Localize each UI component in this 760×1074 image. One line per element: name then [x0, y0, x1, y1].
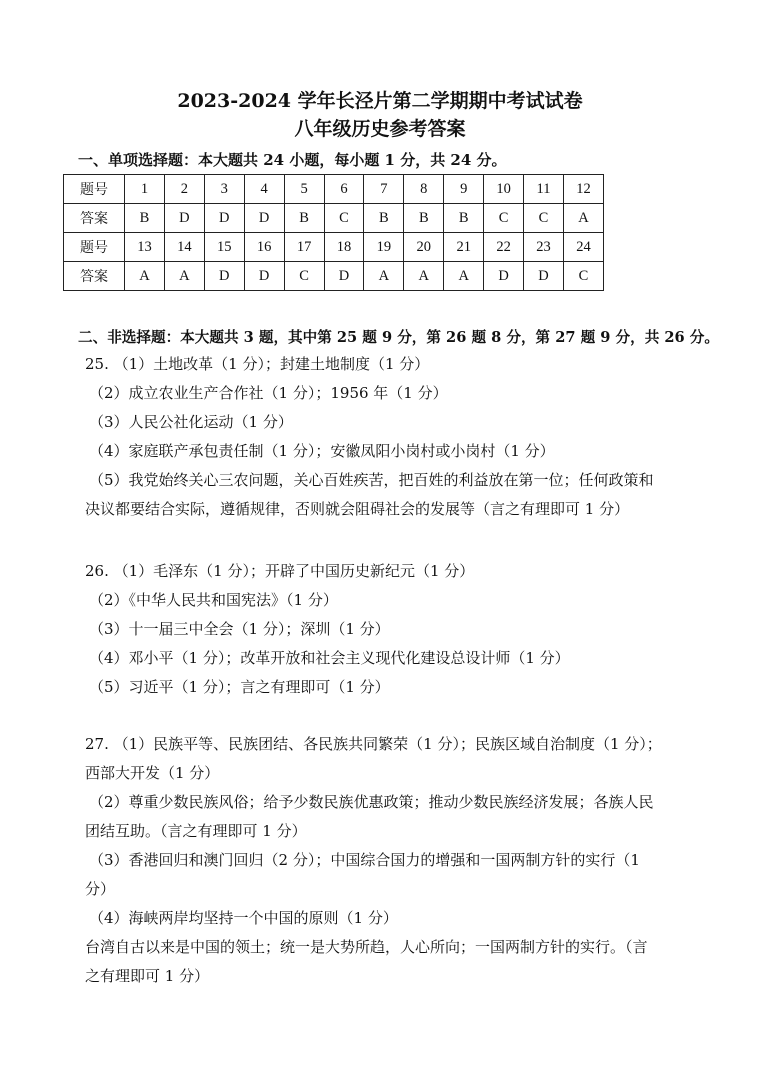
answer-cell: B — [404, 204, 444, 233]
answer-cell: A — [563, 204, 603, 233]
question-number-cell: 9 — [444, 175, 484, 204]
document-subtitle: 八年级历史参考答案 — [294, 118, 466, 140]
answer-cell: D — [164, 204, 204, 233]
answer-line: （2）《中华人民共和国宪法》（1 分） — [89, 591, 338, 609]
answer-cell: D — [244, 204, 284, 233]
row-label-question: 题号 — [64, 175, 125, 204]
answer-line: （4）海峡两岸均坚持一个中国的原则（1 分） — [89, 909, 398, 927]
answer-cell: D — [484, 262, 524, 291]
answer-cell: A — [364, 262, 404, 291]
answer-cell: C — [484, 204, 524, 233]
question-number-cell: 12 — [563, 175, 603, 204]
question-number-cell: 22 — [484, 233, 524, 262]
table-row — [64, 204, 604, 233]
answer-cell: A — [125, 262, 165, 291]
answer-cell: B — [444, 204, 484, 233]
answer-line: 西部大开发（1 分） — [85, 764, 220, 782]
question-number-cell: 23 — [524, 233, 564, 262]
question-number-cell: 24 — [563, 233, 603, 262]
question-number-cell: 3 — [204, 175, 244, 204]
question-number-cell: 7 — [364, 175, 404, 204]
answer-cell: D — [524, 262, 564, 291]
answer-line: （4）家庭联产承包责任制（1 分）；安徽凤阳小岗村或小岗村（1 分） — [89, 442, 555, 460]
answer-line: （3）十一届三中全会（1 分）；深圳（1 分） — [89, 620, 390, 638]
answer-line: （4）邓小平（1 分）；改革开放和社会主义现代化建设总设计师（1 分） — [89, 649, 570, 667]
answer-cell: C — [284, 262, 324, 291]
question-number-cell: 17 — [284, 233, 324, 262]
answer-cell: A — [404, 262, 444, 291]
answer-line: （2）成立农业生产合作社（1 分）；1956 年（1 分） — [89, 384, 448, 402]
question-number-cell: 14 — [164, 233, 204, 262]
question-number-cell: 8 — [404, 175, 444, 204]
table-row — [64, 233, 604, 262]
question-number-cell: 15 — [204, 233, 244, 262]
section1-heading: 一、单项选择题：本大题共 24 小题，每小题 1 分，共 24 分。 — [78, 151, 507, 169]
section2-heading: 二、非选择题：本大题共 3 题，其中第 25 题 9 分，第 26 题 8 分，第 27 题 9 分，共 26 分。 — [78, 329, 719, 346]
answer-line: 之有理即可 1 分） — [85, 967, 210, 985]
answer-cell: D — [204, 204, 244, 233]
answer-line: （5）我党始终关心三农问题，关心百姓疾苦，把百姓的利益放在第一位；任何政策和 — [89, 471, 654, 489]
answer-cell: C — [324, 204, 364, 233]
answer-line: （3）香港回归和澳门回归（2 分）；中国综合国力的增强和一国两制方针的实行（1 — [89, 851, 640, 869]
answer-cell: B — [284, 204, 324, 233]
answer-cell: A — [444, 262, 484, 291]
question-number-cell: 18 — [324, 233, 364, 262]
question-number-cell: 21 — [444, 233, 484, 262]
answer-cell: D — [204, 262, 244, 291]
answer-line: （2）尊重少数民族风俗；给予少数民族优惠政策；推动少数民族经济发展；各族人民 — [89, 793, 654, 811]
answer-line: 25. （1）土地改革（1 分）；封建土地制度（1 分） — [85, 355, 430, 373]
answer-line: 团结互助。（言之有理即可 1 分） — [85, 822, 307, 840]
answer-line: 分） — [85, 880, 116, 898]
table-row — [64, 262, 604, 291]
question-number-cell: 2 — [164, 175, 204, 204]
answer-line: 台湾自古以来是中国的领土；统一是大势所趋，人心所向；一国两制方针的实行。（言 — [85, 938, 648, 956]
answer-line: 27. （1）民族平等、民族团结、各民族共同繁荣（1 分）；民族区域自治制度（1 分）； — [85, 735, 662, 753]
table-row — [64, 175, 604, 204]
answer-cell: C — [524, 204, 564, 233]
question-number-cell: 13 — [125, 233, 165, 262]
question-number-cell: 20 — [404, 233, 444, 262]
question-number-cell: 6 — [324, 175, 364, 204]
question-number-cell: 4 — [244, 175, 284, 204]
answer-cell: B — [125, 204, 165, 233]
question-number-cell: 11 — [524, 175, 564, 204]
question-number-cell: 10 — [484, 175, 524, 204]
row-label-answer: 答案 — [64, 204, 125, 233]
answer-cell: C — [563, 262, 603, 291]
question-number-cell: 16 — [244, 233, 284, 262]
answer-line: 决议都要结合实际，遵循规律，否则就会阻碍社会的发展等（言之有理即可 1 分） — [85, 500, 630, 518]
answer-cell: D — [324, 262, 364, 291]
answer-cell: D — [244, 262, 284, 291]
document-title: 2023-2024 学年长泾片第二学期期中考试试卷 — [177, 90, 583, 112]
question-number-cell: 19 — [364, 233, 404, 262]
answer-table — [63, 174, 604, 291]
row-label-answer: 答案 — [64, 262, 125, 291]
question-number-cell: 5 — [284, 175, 324, 204]
answer-line: （5）习近平（1 分）；言之有理即可（1 分） — [89, 678, 390, 696]
answer-cell: A — [164, 262, 204, 291]
answer-line: 26. （1）毛泽东（1 分）；开辟了中国历史新纪元（1 分） — [85, 562, 475, 580]
question-number-cell: 1 — [125, 175, 165, 204]
row-label-question: 题号 — [64, 233, 125, 262]
answer-cell: B — [364, 204, 404, 233]
answer-line: （3）人民公社化运动（1 分） — [89, 413, 293, 431]
